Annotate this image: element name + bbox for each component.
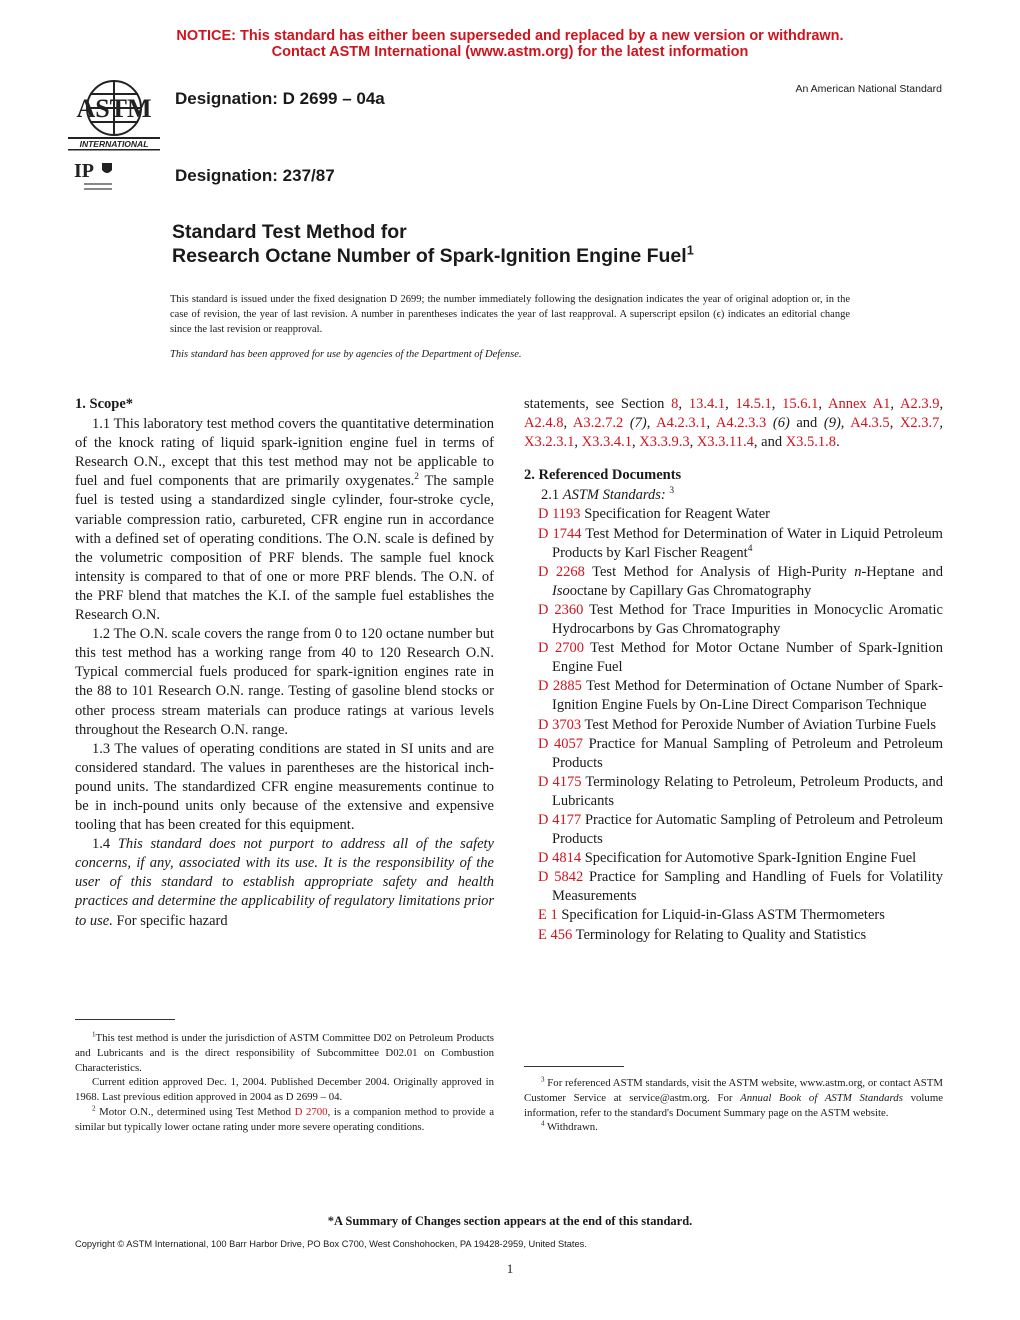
footnote-2-text-cont: , is a companion method to provide a similar but typically lower octane rating under more severe operating conditions. bbox=[75, 1105, 494, 1133]
ref-title: Practice for Sampling and Handling of Fuels for Volatility Measurements bbox=[552, 869, 943, 905]
ip-logo-text: IP bbox=[74, 160, 94, 182]
ref-code-link[interactable]: D 4057 bbox=[538, 735, 584, 752]
ref-link[interactable]: X3.3.9.3 bbox=[639, 434, 690, 451]
hazard-text: statements, see Section bbox=[524, 396, 665, 412]
dod-note: This standard has been approved for use by agencies of the Department of Defense. bbox=[170, 349, 522, 360]
ref-code-link[interactable]: D 4177 bbox=[538, 811, 582, 828]
ref-title: Practice for Manual Sampling of Petroleum and Petroleum Products bbox=[552, 735, 943, 771]
ref-link[interactable]: A4.3.5 bbox=[850, 415, 890, 432]
issuance-note: This standard is issued under the fixed designation D 2699; the number immediately following the designation indicates the year of original adoption or, in the case of revision, the year of last revision. A number in parentheses indicates the year of last reapproval. A superscript epsilon (ϵ) indicates an editorial change since the last revision or reapproval. bbox=[170, 294, 850, 335]
scope-1-3: 1.3 The values of operating conditions are stated in SI units and are considered standard. The values in parentheses are the historical inch-pound units. The standardized CFR engine measurements continue to be in inch-pound units only because of the extensive and expensive tooling that has been created for this equipment. bbox=[75, 740, 494, 834]
ref-item bbox=[524, 735, 943, 773]
ref-code-link[interactable]: D 4175 bbox=[538, 773, 582, 790]
notice-line-2: Contact ASTM International (www.astm.org) for the latest information bbox=[271, 44, 749, 60]
ref-item bbox=[524, 505, 943, 524]
footnote-1-edition: Current edition approved Dec. 1, 2004. Published December 2004. Originally approved in 1968. Last previous edition approved in 2004 as D 2699 – 04. bbox=[75, 1076, 494, 1104]
ref-title: Terminology for Relating to Quality and Statistics bbox=[575, 926, 867, 943]
title-footnote-marker: 1 bbox=[686, 243, 694, 258]
ref-link[interactable]: 13.4.1 bbox=[688, 396, 726, 412]
ref-title: -Heptane and bbox=[861, 563, 943, 580]
ref-code-link[interactable]: D 2360 bbox=[538, 601, 584, 618]
ref-title: octane by Capillary Gas Chromatography bbox=[569, 582, 812, 599]
ref-link[interactable]: X3.3.11.4 bbox=[696, 434, 754, 451]
scope-1-1-text: 1.1 This laboratory test method covers the quantitative determination of the knock rating of liquid spark-ignition engine fuel in terms of Research O.N., except that this test method may not be applicable to fuel and fuel components that are primarily oxygenates. bbox=[75, 416, 494, 490]
ref-code-link[interactable]: D 1193 bbox=[538, 506, 581, 523]
footnote-3-marker: 3 bbox=[669, 486, 675, 497]
astm-standards-label: ASTM Standards: bbox=[562, 487, 666, 504]
ref-item bbox=[524, 716, 943, 735]
scope-1-2: 1.2 The O.N. scale covers the range from 0 to 120 octane number but this test method has a working range from 40 to 120 Research O.N. Typical commercial fuels produced for spark-ignition engines rate in the 88 to 101 Research O.N. range. Testing of gasoline blend stocks or other process stream materials can produce ratings at various levels throughout the Research O.N. range. bbox=[75, 626, 494, 738]
scope-1-4 bbox=[75, 835, 494, 930]
scope-1-4-tail: For specific hazard bbox=[112, 912, 228, 929]
ref-item bbox=[524, 773, 943, 811]
and-text: and bbox=[796, 415, 818, 432]
title-line-2 bbox=[172, 244, 694, 269]
footnote-rule-left bbox=[75, 1019, 175, 1020]
ref-number: (9) bbox=[823, 415, 841, 432]
ref-link[interactable]: 8 bbox=[671, 396, 679, 412]
title-line-1: Standard Test Method for bbox=[172, 221, 407, 243]
ref-number: (6) bbox=[772, 415, 790, 432]
hazard-statements: statements, see Section 8, 13.4.1, 14.5.1, 15.6.1, Annex A1, A2.3.9, A2.4.8, A3.2.7.2 (7), A4.2.3.1, A4.2.3.3 (6) and (9), A4.3.5, X2.3.7, X3.2.3.1, X3.3.4.1, X3.3.9.3, X3.3.11.4, and X3.5.1.8. bbox=[524, 396, 944, 451]
ref-title-italic: n bbox=[854, 563, 862, 580]
ref-item bbox=[524, 849, 943, 868]
designation-secondary: Designation: 237/87 bbox=[175, 166, 335, 185]
scope-1-4-num: 1.4 bbox=[92, 836, 118, 853]
footnote-4-marker: 4 bbox=[541, 1119, 545, 1128]
scope-1-1-text-cont: The sample fuel is tested using a standardized single cylinder, four-stroke cycle, variable compression ratio, carbureted, CFR engine run in accordance with a defined set of operating conditions. The O.N. scale is defined by the volumetric composition of PRF blends. The sample fuel knock intensity is compared to that of one or more PRF blends. The O.N. of the PRF blend that matches the K.I. of the sample fuel establishes the Research O.N. bbox=[75, 473, 494, 624]
footnote-2-text: Motor O.N., determined using Test Method bbox=[95, 1105, 295, 1118]
ref-title: Specification for Reagent Water bbox=[584, 506, 770, 523]
ref-link[interactable]: X3.3.4.1 bbox=[581, 434, 632, 451]
footnotes-right bbox=[524, 1076, 943, 1135]
footnote-2-marker: 2 bbox=[414, 472, 419, 483]
ref-title: Test Method for Motor Octane Number of Spark-Ignition Engine Fuel bbox=[552, 640, 943, 676]
footnote-3 bbox=[524, 1076, 943, 1120]
ref-link[interactable]: X3.2.3.1 bbox=[524, 434, 575, 451]
footnote-3-marker: 3 bbox=[541, 1075, 545, 1084]
ref-item bbox=[524, 906, 943, 925]
footnotes-left bbox=[75, 1031, 494, 1135]
scope-1-1 bbox=[75, 415, 494, 625]
ref-title: Test Method for Determination of Water in Liquid Petroleum Products by Karl Fischer Reagent bbox=[552, 525, 943, 561]
ref-title: Practice for Automatic Sampling of Petroleum and Petroleum Products bbox=[552, 811, 943, 848]
page-number: 1 bbox=[506, 1261, 514, 1276]
title-text: Research Octane Number of Spark-Ignition Engine Fuel bbox=[172, 245, 687, 267]
american-national-standard: An American National Standard bbox=[795, 83, 942, 95]
footnote-1 bbox=[75, 1031, 494, 1075]
ref-link[interactable]: A3.2.7.2 bbox=[572, 415, 624, 432]
astm-logo bbox=[68, 72, 164, 152]
ref-item bbox=[524, 677, 943, 715]
notice-line-1: NOTICE: This standard has either been superseded and replaced by a new version or withdrawn. bbox=[176, 28, 844, 44]
ref-code-link[interactable]: D 2700 bbox=[294, 1105, 328, 1118]
ref-link[interactable]: A4.2.3.1 bbox=[656, 415, 707, 432]
ref-link[interactable]: A2.4.8 bbox=[524, 415, 564, 432]
ref-code-link[interactable]: D 4814 bbox=[538, 850, 582, 867]
refdocs-2-1 bbox=[524, 486, 943, 505]
ref-item bbox=[524, 525, 943, 563]
summary-of-changes-note: *A Summary of Changes section appears at the end of this standard. bbox=[327, 1214, 693, 1228]
and-text: and bbox=[761, 434, 783, 451]
ref-code-link[interactable]: D 3703 bbox=[538, 716, 582, 733]
ref-title: Test Method for Analysis of High-Purity bbox=[592, 563, 855, 580]
ref-link[interactable]: A4.2.3.3 bbox=[715, 415, 767, 432]
ref-link[interactable]: X3.5.1.8 bbox=[785, 434, 837, 451]
scope-heading: 1. Scope* bbox=[75, 396, 133, 412]
footnote-4-text: Withdrawn. bbox=[544, 1121, 598, 1134]
refdocs-heading: 2. Referenced Documents bbox=[524, 467, 682, 484]
footnote-2-marker: 2 bbox=[92, 1104, 96, 1113]
ref-code-link[interactable]: E 456 bbox=[538, 926, 573, 943]
refdocs-2-1-num: 2.1 bbox=[541, 487, 563, 504]
astm-logo-text: ASTM bbox=[76, 94, 152, 123]
ref-link[interactable]: 14.5.1 bbox=[735, 396, 772, 412]
right-column bbox=[524, 395, 943, 945]
ref-title: Specification for Liquid-in-Glass ASTM Thermometers bbox=[561, 907, 885, 924]
ref-code-link[interactable]: D 5842 bbox=[538, 869, 584, 886]
ref-link[interactable]: Annex A1 bbox=[828, 396, 891, 412]
footnote-3-text-cont: volume information, refer to the standard's Document Summary page on the ASTM website. bbox=[524, 1091, 944, 1119]
footnote-1-text: This test method is under the jurisdiction of ASTM Committee D02 on Petroleum Products and Lubricants and is the direct responsibility of Subcommittee D02.01 on Combustion Characteristics. bbox=[75, 1032, 494, 1074]
ref-item bbox=[524, 811, 943, 849]
ref-item bbox=[524, 639, 943, 677]
ref-code-link[interactable]: D 2885 bbox=[538, 678, 582, 695]
left-column bbox=[75, 395, 494, 931]
ref-code-link[interactable]: E 1 bbox=[538, 907, 558, 924]
ref-code-link[interactable]: D 2700 bbox=[538, 640, 584, 657]
ref-number: (7) bbox=[629, 415, 647, 432]
footnote-1-marker: 1 bbox=[92, 1030, 96, 1039]
ref-title: Test Method for Trace Impurities in Monocyclic Aromatic Hydrocarbons by Gas Chromatography bbox=[552, 601, 943, 638]
ref-link[interactable]: X2.3.7 bbox=[899, 415, 940, 432]
annual-book-title: Annual Book of ASTM Standards bbox=[740, 1091, 903, 1104]
ref-code-link[interactable]: D 2268 bbox=[538, 563, 585, 580]
scope-1-4-safety: This standard does not purport to address all of the safety concerns, if any, associated with its use. It is the responsibility of the user of this standard to establish appropriate safety and health practices and determine the applicability of regulatory limitations prior to use. bbox=[75, 836, 494, 929]
footnote-rule-right bbox=[524, 1066, 624, 1067]
ref-title-italic: Iso bbox=[552, 582, 570, 599]
international-text: INTERNATIONAL bbox=[79, 139, 149, 149]
ref-item bbox=[524, 563, 943, 601]
ref-link[interactable]: A2.3.9 bbox=[899, 396, 940, 412]
designation-primary: Designation: D 2699 – 04a bbox=[175, 89, 385, 108]
ref-link[interactable]: 15.6.1 bbox=[782, 396, 819, 412]
ref-title: Specification for Automotive Spark-Ignition Engine Fuel bbox=[584, 850, 917, 867]
ref-item bbox=[524, 601, 943, 639]
ref-title: Test Method for Determination of Octane Number of Spark-Ignition Engine Fuels by On-Line Direct Comparison Technique bbox=[552, 678, 943, 714]
copyright: Copyright © ASTM International, 100 Barr Harbor Drive, PO Box C700, West Conshohocken, PA 19428-2959, United States. bbox=[75, 1239, 587, 1249]
ref-title: Test Method for Peroxide Number of Aviation Turbine Fuels bbox=[584, 716, 937, 733]
footnote-4-marker: 4 bbox=[747, 543, 753, 554]
footnote-2 bbox=[75, 1105, 494, 1135]
footnote-4 bbox=[524, 1120, 943, 1135]
ref-code-link[interactable]: D 1744 bbox=[538, 525, 582, 542]
ref-title: Terminology Relating to Petroleum, Petroleum Products, and Lubricants bbox=[552, 773, 943, 809]
ref-item bbox=[524, 926, 943, 945]
ref-item bbox=[524, 868, 943, 906]
footnote-3-text: For referenced ASTM standards, visit the ASTM website, www.astm.org, or contact ASTM Customer Service at service@astm.org. For bbox=[524, 1077, 943, 1104]
ip-logo bbox=[74, 158, 124, 198]
